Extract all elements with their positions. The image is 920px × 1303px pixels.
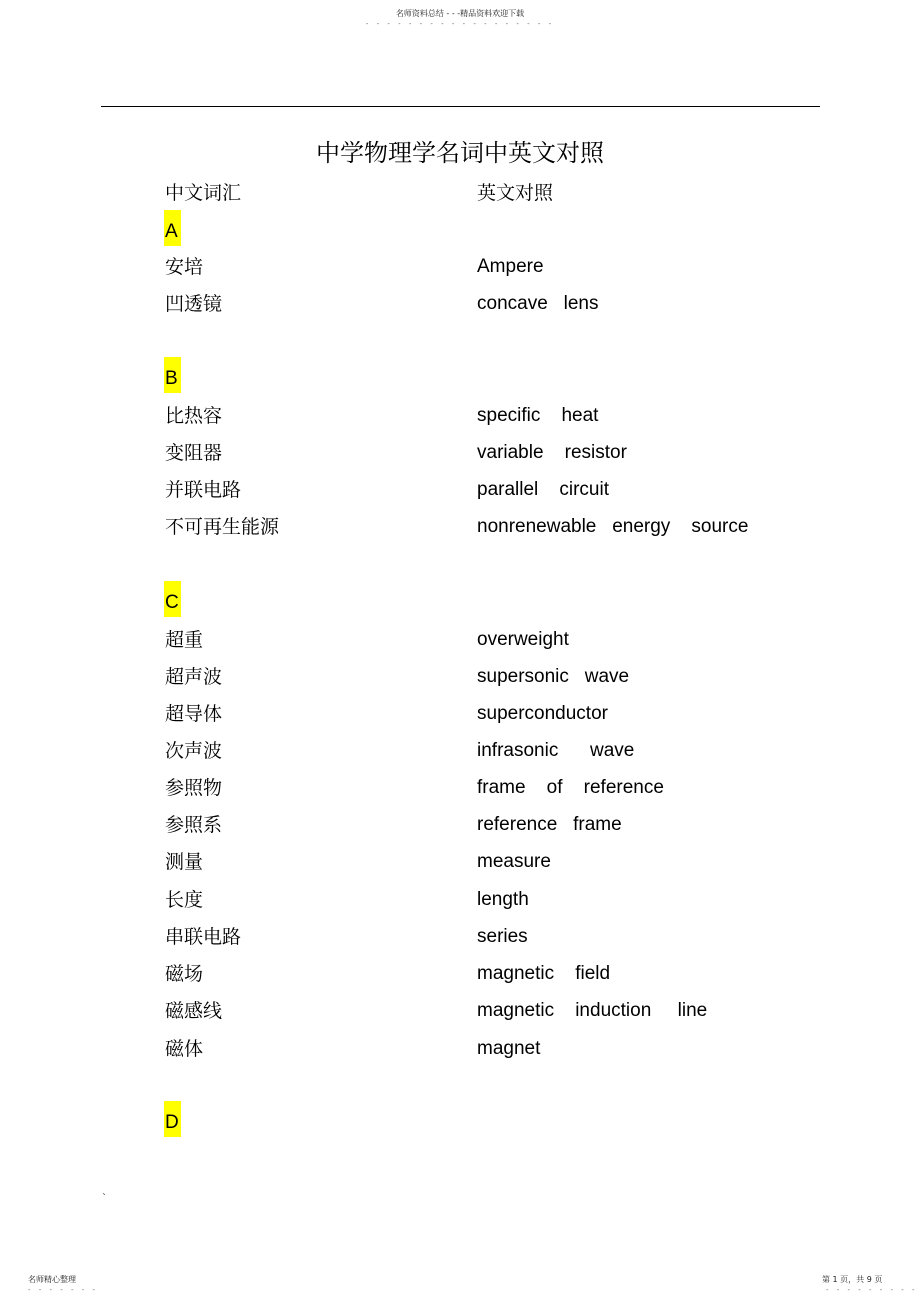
glossary-row [0, 403, 920, 429]
page-footer-dots-right: - - - - - - - - - [826, 1286, 918, 1294]
english-term: specific heat [477, 405, 599, 426]
chinese-term: 凹透镜 [165, 293, 223, 315]
chinese-term: 变阻器 [165, 442, 223, 464]
page-header-dots: - - - - - - - - - - - - - - - - - - [365, 20, 555, 28]
english-term: variable resistor [477, 442, 627, 463]
english-term: magnetic field [477, 963, 611, 984]
english-term: concave lens [477, 293, 599, 314]
glossary-row [0, 775, 920, 801]
chinese-term: 参照物 [165, 777, 223, 799]
english-term: Ampere [477, 256, 544, 277]
glossary-row [0, 738, 920, 764]
english-term: superconductor [477, 703, 608, 724]
section-letter-b: B [164, 357, 181, 393]
chinese-term: 次声波 [165, 740, 223, 762]
page-mark: ` [102, 1193, 107, 1204]
glossary-row [0, 254, 920, 280]
chinese-term: 超声波 [165, 666, 223, 688]
glossary-row [0, 664, 920, 690]
chinese-term: 超导体 [165, 703, 223, 725]
english-term: parallel circuit [477, 479, 609, 500]
section-letter-c: C [164, 581, 181, 617]
column-header-chinese: 中文词汇 [165, 182, 242, 204]
english-term: length [477, 889, 529, 910]
english-term: series [477, 926, 528, 947]
glossary-row [0, 812, 920, 838]
chinese-term: 不可再生能源 [165, 516, 280, 538]
page-header-banner: 名师资料总结 - - -精品资料欢迎下载 [395, 9, 525, 18]
english-term: reference frame [477, 814, 622, 835]
english-term: overweight [477, 629, 569, 650]
chinese-term: 磁感线 [165, 1000, 223, 1022]
english-term: nonrenewable energy source [477, 516, 749, 537]
english-term: frame of reference [477, 777, 664, 798]
chinese-term: 并联电路 [165, 479, 242, 501]
page-number: 第 1 页，共 9 页 [822, 1275, 883, 1284]
chinese-term: 串联电路 [165, 926, 242, 948]
glossary-row [0, 998, 920, 1024]
english-term: measure [477, 851, 551, 872]
section-letter-a: A [164, 210, 181, 246]
glossary-row [0, 924, 920, 950]
glossary-row [0, 627, 920, 653]
glossary-row [0, 1036, 920, 1062]
chinese-term: 磁体 [165, 1038, 204, 1060]
header-rule [101, 106, 820, 107]
glossary-row [0, 849, 920, 875]
glossary-row [0, 887, 920, 913]
chinese-term: 长度 [165, 889, 204, 911]
english-term: supersonic wave [477, 666, 630, 687]
chinese-term: 参照系 [165, 814, 223, 836]
english-term: magnetic induction line [477, 1000, 708, 1021]
document-title: 中学物理学名词中英文对照 [316, 139, 604, 167]
chinese-term: 超重 [165, 629, 204, 651]
page-footer-left: 名师精心整理 [28, 1275, 76, 1284]
glossary-row [0, 477, 920, 503]
section-letter-d: D [164, 1101, 181, 1137]
chinese-term: 磁场 [165, 963, 204, 985]
chinese-term: 安培 [165, 256, 204, 278]
glossary-row [0, 701, 920, 727]
glossary-row [0, 291, 920, 317]
english-term: magnet [477, 1038, 541, 1059]
chinese-term: 测量 [165, 851, 204, 873]
glossary-row [0, 440, 920, 466]
english-term: infrasonic wave [477, 740, 635, 761]
chinese-term: 比热容 [165, 405, 223, 427]
glossary-row [0, 961, 920, 987]
column-header-english: 英文对照 [477, 182, 554, 204]
page-footer-dots-left: - - - - - - - [28, 1286, 99, 1294]
glossary-row [0, 514, 920, 540]
